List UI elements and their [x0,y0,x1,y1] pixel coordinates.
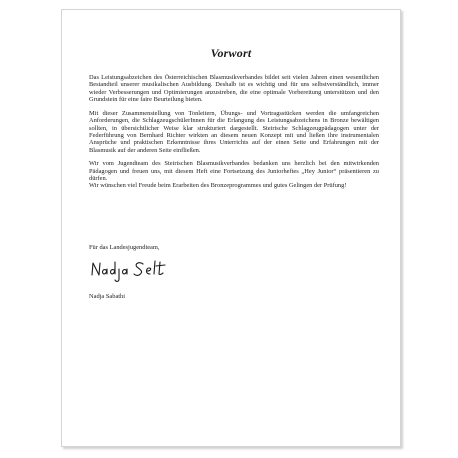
page-title: Vorwort [210,46,252,60]
handwritten-signature [89,255,184,285]
paragraph-content: Mit dieser Zusammenstellung von Tonleitern, Übungs- und Vortragsstücken werden die umfangreichen Anforderungen, die SchlagzeugschülerInnen für die Erlangung des Leistungsabzeichens in Bronze bewältigen sollten, in übersichtlicher Weise klar strukturiert dargestellt. Steirische Schlagzeugpädagogen unter der Federführung von Bernhard Richter wirkten an diesem neuen Konzept mit und ließen ihre instrumentalen Ansprüche und praktischen Erkenntnisse ihres Unterrichts auf der einen Seite und Erfahrungen mit der Blasmusik auf der anderen Seite einfließen. [89,109,379,154]
paragraph-thanks: Wir vom Jugendteam des Steirischen Blasmusikverbandes bedanken uns herzlich bei den mitwirkenden Pädagogen und freuen uns, mit diesem Heft eine Fortsetzung des Juniorheftes „Hey Junior“ präsentieren zu dürfen. Wir wünschen viel Freude beim Erarbeiten des Bronzeprogrammes und gutes Gelingen der Prüfung! [89,160,379,190]
document-page [61,9,401,447]
document-body [89,74,379,196]
closing-line: Für das Landesjugendteam, [89,244,160,251]
signer-name: Nadja Sabathi [89,293,126,300]
paragraph-intro: Das Leistungsabzeichen des Österreichischen Blasmusikverbandes bildet seit vielen Jahren einen wesentlichen Bestandteil unserer musikalischen Ausbildung. Deshalb ist es wichtig und für uns selbstverständlich, immer wieder Verbesserungen und Optimierungen anzustreben, die eine optimale Vorbereitung unterstützen und den Grundstein für eine faire Beurteilung bieten. [89,74,379,104]
